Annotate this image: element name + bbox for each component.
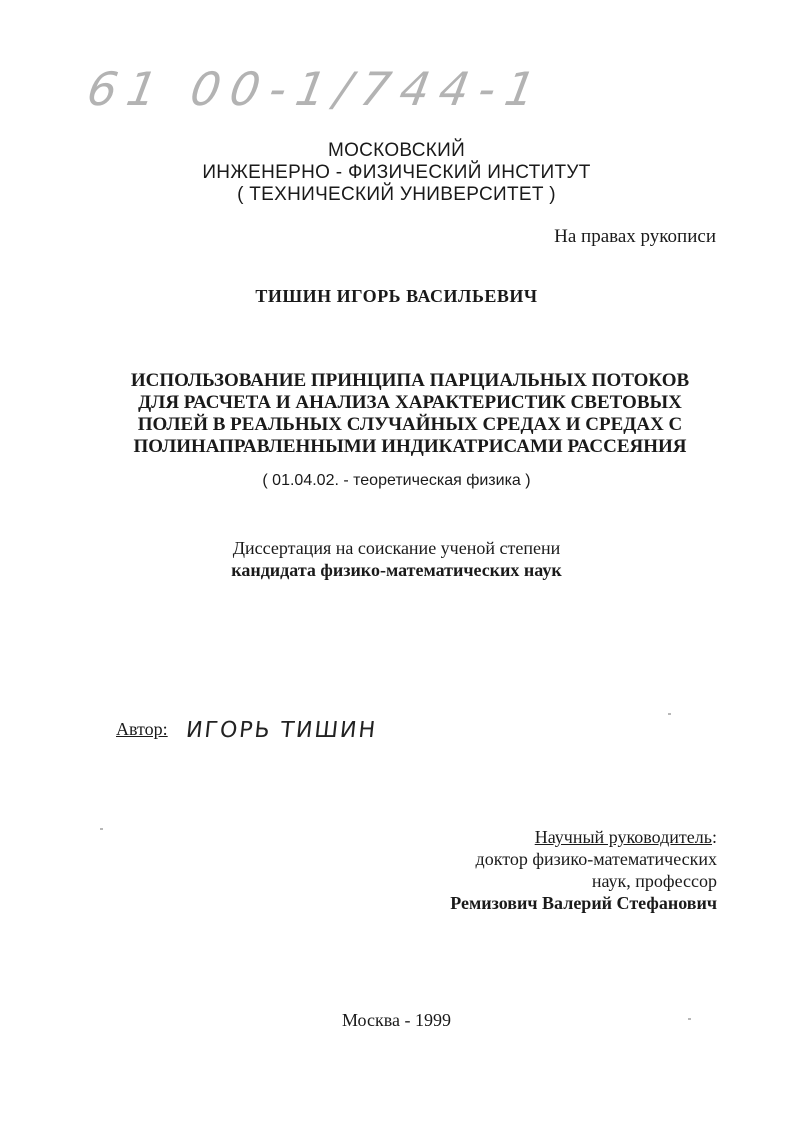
supervisor-degree-line-1: доктор физико-математических <box>475 849 717 869</box>
supervisor-label-line <box>450 826 717 848</box>
supervisor-name: Ремизович Валерий Стефанович <box>450 893 717 913</box>
scientific-supervisor-block <box>450 826 717 914</box>
author-signature-block <box>116 718 377 743</box>
institute-line-3: ( ТЕХНИЧЕСКИЙ УНИВЕРСИТЕТ ) <box>237 184 556 205</box>
supervisor-label-colon: : <box>711 827 717 847</box>
scan-speck <box>688 1018 691 1020</box>
title-line-2: ДЛЯ РАСЧЕТА И АНАЛИЗА ХАРАКТЕРИСТИК СВЕТОВЫХ <box>138 392 682 413</box>
author-label: Автор: <box>116 719 168 739</box>
specialty-code: ( 01.04.02. - теоретическая физика ) <box>262 472 531 489</box>
city-and-year: Москва - 1999 <box>342 1010 451 1030</box>
supervisor-degree-line-2: наук, профессор <box>591 871 717 891</box>
supervisor-label: Научный руководитель <box>534 827 712 847</box>
title-line-1: ИСПОЛЬЗОВАНИЕ ПРИНЦИПА ПАРЦИАЛЬНЫХ ПОТОКОВ <box>130 370 690 391</box>
handwritten-archive-code: 61 00-1/744-1 <box>83 62 550 116</box>
institute-header <box>0 140 793 206</box>
title-line-3: ПОЛЕЙ В РЕАЛЬНЫХ СЛУЧАЙНЫХ СРЕДАХ И СРЕДАХ С <box>137 414 683 435</box>
degree-line-2: кандидата физико-математических наук <box>231 560 562 580</box>
degree-statement <box>0 537 793 581</box>
dissertation-title <box>90 370 730 458</box>
author-full-name: ТИШИН ИГОРЬ ВАСИЛЬЕВИЧ <box>255 286 538 306</box>
author-handwritten-signature: ИГОРЬ ТИШИН <box>184 718 379 743</box>
scan-speck <box>100 828 103 830</box>
institute-line-1: МОСКОВСКИЙ <box>327 140 466 161</box>
manuscript-rights-note: На правах рукописи <box>554 226 716 247</box>
institute-line-2: ИНЖЕНЕРНО - ФИЗИЧЕСКИЙ ИНСТИТУТ <box>202 162 591 183</box>
title-line-4: ПОЛИНАПРАВЛЕННЫМИ ИНДИКАТРИСАМИ РАССЕЯНИЯ <box>133 436 687 457</box>
degree-line-1: Диссертация на соискание ученой степени <box>232 538 561 558</box>
scan-speck <box>668 713 671 715</box>
